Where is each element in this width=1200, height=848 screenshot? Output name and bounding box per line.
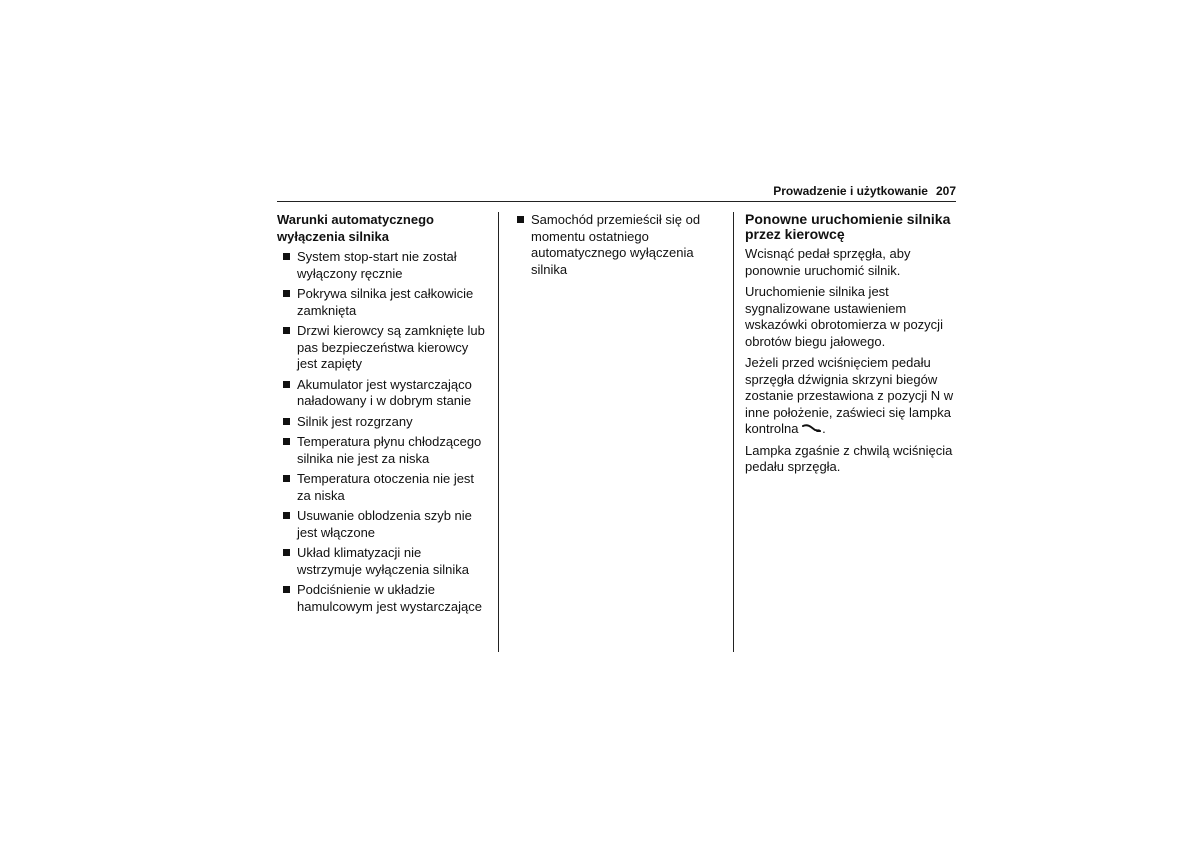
bullet-square-icon — [517, 216, 524, 223]
list-item-text: Temperatura płynu chłodzącego silnika nie jest za niska — [297, 434, 482, 466]
restart-section-heading: Ponowne uruchomienie silnika przez kierowcę — [745, 211, 951, 242]
column-divider — [733, 212, 734, 652]
paragraph-text: Jeżeli przed wciśnięciem pedału sprzęgła dźwignia skrzyni biegów zostanie przestawiona z pozycji N w inne położenie, zaświeci się lampka kontrolna — [745, 355, 954, 436]
list-item-text: Samochód przemieścił się od momentu ostatniego automatycznego wyłączenia silnika — [531, 212, 701, 277]
bullet-square-icon — [283, 418, 290, 425]
bullet-square-icon — [283, 475, 290, 482]
list-item — [517, 212, 722, 278]
paragraph: Lampka zgaśnie z chwilą wciśnięcia pedału sprzęgła. — [745, 442, 953, 474]
auto-stop-conditions-heading: Warunki automatycznego wyłączenia silnika — [277, 212, 434, 244]
list-item-text: Temperatura otoczenia nie jest za niska — [297, 471, 475, 503]
stop-start-indicator-icon — [802, 423, 822, 435]
list-item-text: Usuwanie oblodzenia szyb nie jest włączone — [297, 508, 472, 540]
left-column — [277, 212, 489, 619]
list-item — [283, 414, 489, 431]
paragraph: Uruchomienie silnika jest sygnalizowane ustawieniem wskazówki obrotomierza w pozycji obrotów biegu jałowego. — [745, 284, 943, 349]
list-item — [283, 582, 489, 615]
list-item — [283, 434, 489, 467]
list-item-text: Drzwi kierowcy są zamknięte lub pas bezpieczeństwa kierowcy jest zapięty — [297, 323, 485, 371]
list-item-text: System stop-start nie został wyłączony ręcznie — [297, 249, 457, 281]
bullet-square-icon — [283, 381, 290, 388]
bullet-square-icon — [283, 290, 290, 297]
list-item — [283, 286, 489, 319]
list-item-text: Pokrywa silnika jest całkowicie zamknięta — [297, 286, 474, 318]
bullet-square-icon — [283, 586, 290, 593]
bullet-square-icon — [283, 549, 290, 556]
list-item — [283, 323, 489, 373]
conditions-list — [277, 249, 489, 615]
right-column — [745, 212, 956, 481]
page-number: 207 — [935, 184, 956, 198]
column-divider — [498, 212, 499, 652]
list-item — [283, 377, 489, 410]
conditions-list-continued — [517, 212, 722, 278]
paragraph: Wcisnąć pedał sprzęgła, aby ponownie uruchomić silnik. — [745, 246, 911, 278]
paragraph-with-icon — [745, 355, 956, 438]
bullet-square-icon — [283, 253, 290, 260]
list-item — [283, 545, 489, 578]
section-title: Prowadzenie i użytkowanie — [773, 184, 928, 198]
list-item — [283, 471, 489, 504]
running-head — [773, 184, 956, 198]
header-rule — [277, 201, 956, 202]
bullet-square-icon — [283, 512, 290, 519]
paragraph-end: . — [822, 421, 826, 436]
list-item — [283, 508, 489, 541]
list-item-text: Silnik jest rozgrzany — [297, 413, 413, 429]
bullet-square-icon — [283, 438, 290, 445]
list-item-text: Akumulator jest wystarczająco naładowany i w dobrym stanie — [297, 376, 472, 408]
bullet-square-icon — [283, 327, 290, 334]
middle-column — [517, 212, 722, 282]
list-item-text: Układ klimatyzacji nie wstrzymuje wyłączenia silnika — [297, 545, 469, 577]
list-item — [283, 249, 489, 282]
list-item-text: Podciśnienie w układzie hamulcowym jest wystarczające — [297, 582, 482, 614]
